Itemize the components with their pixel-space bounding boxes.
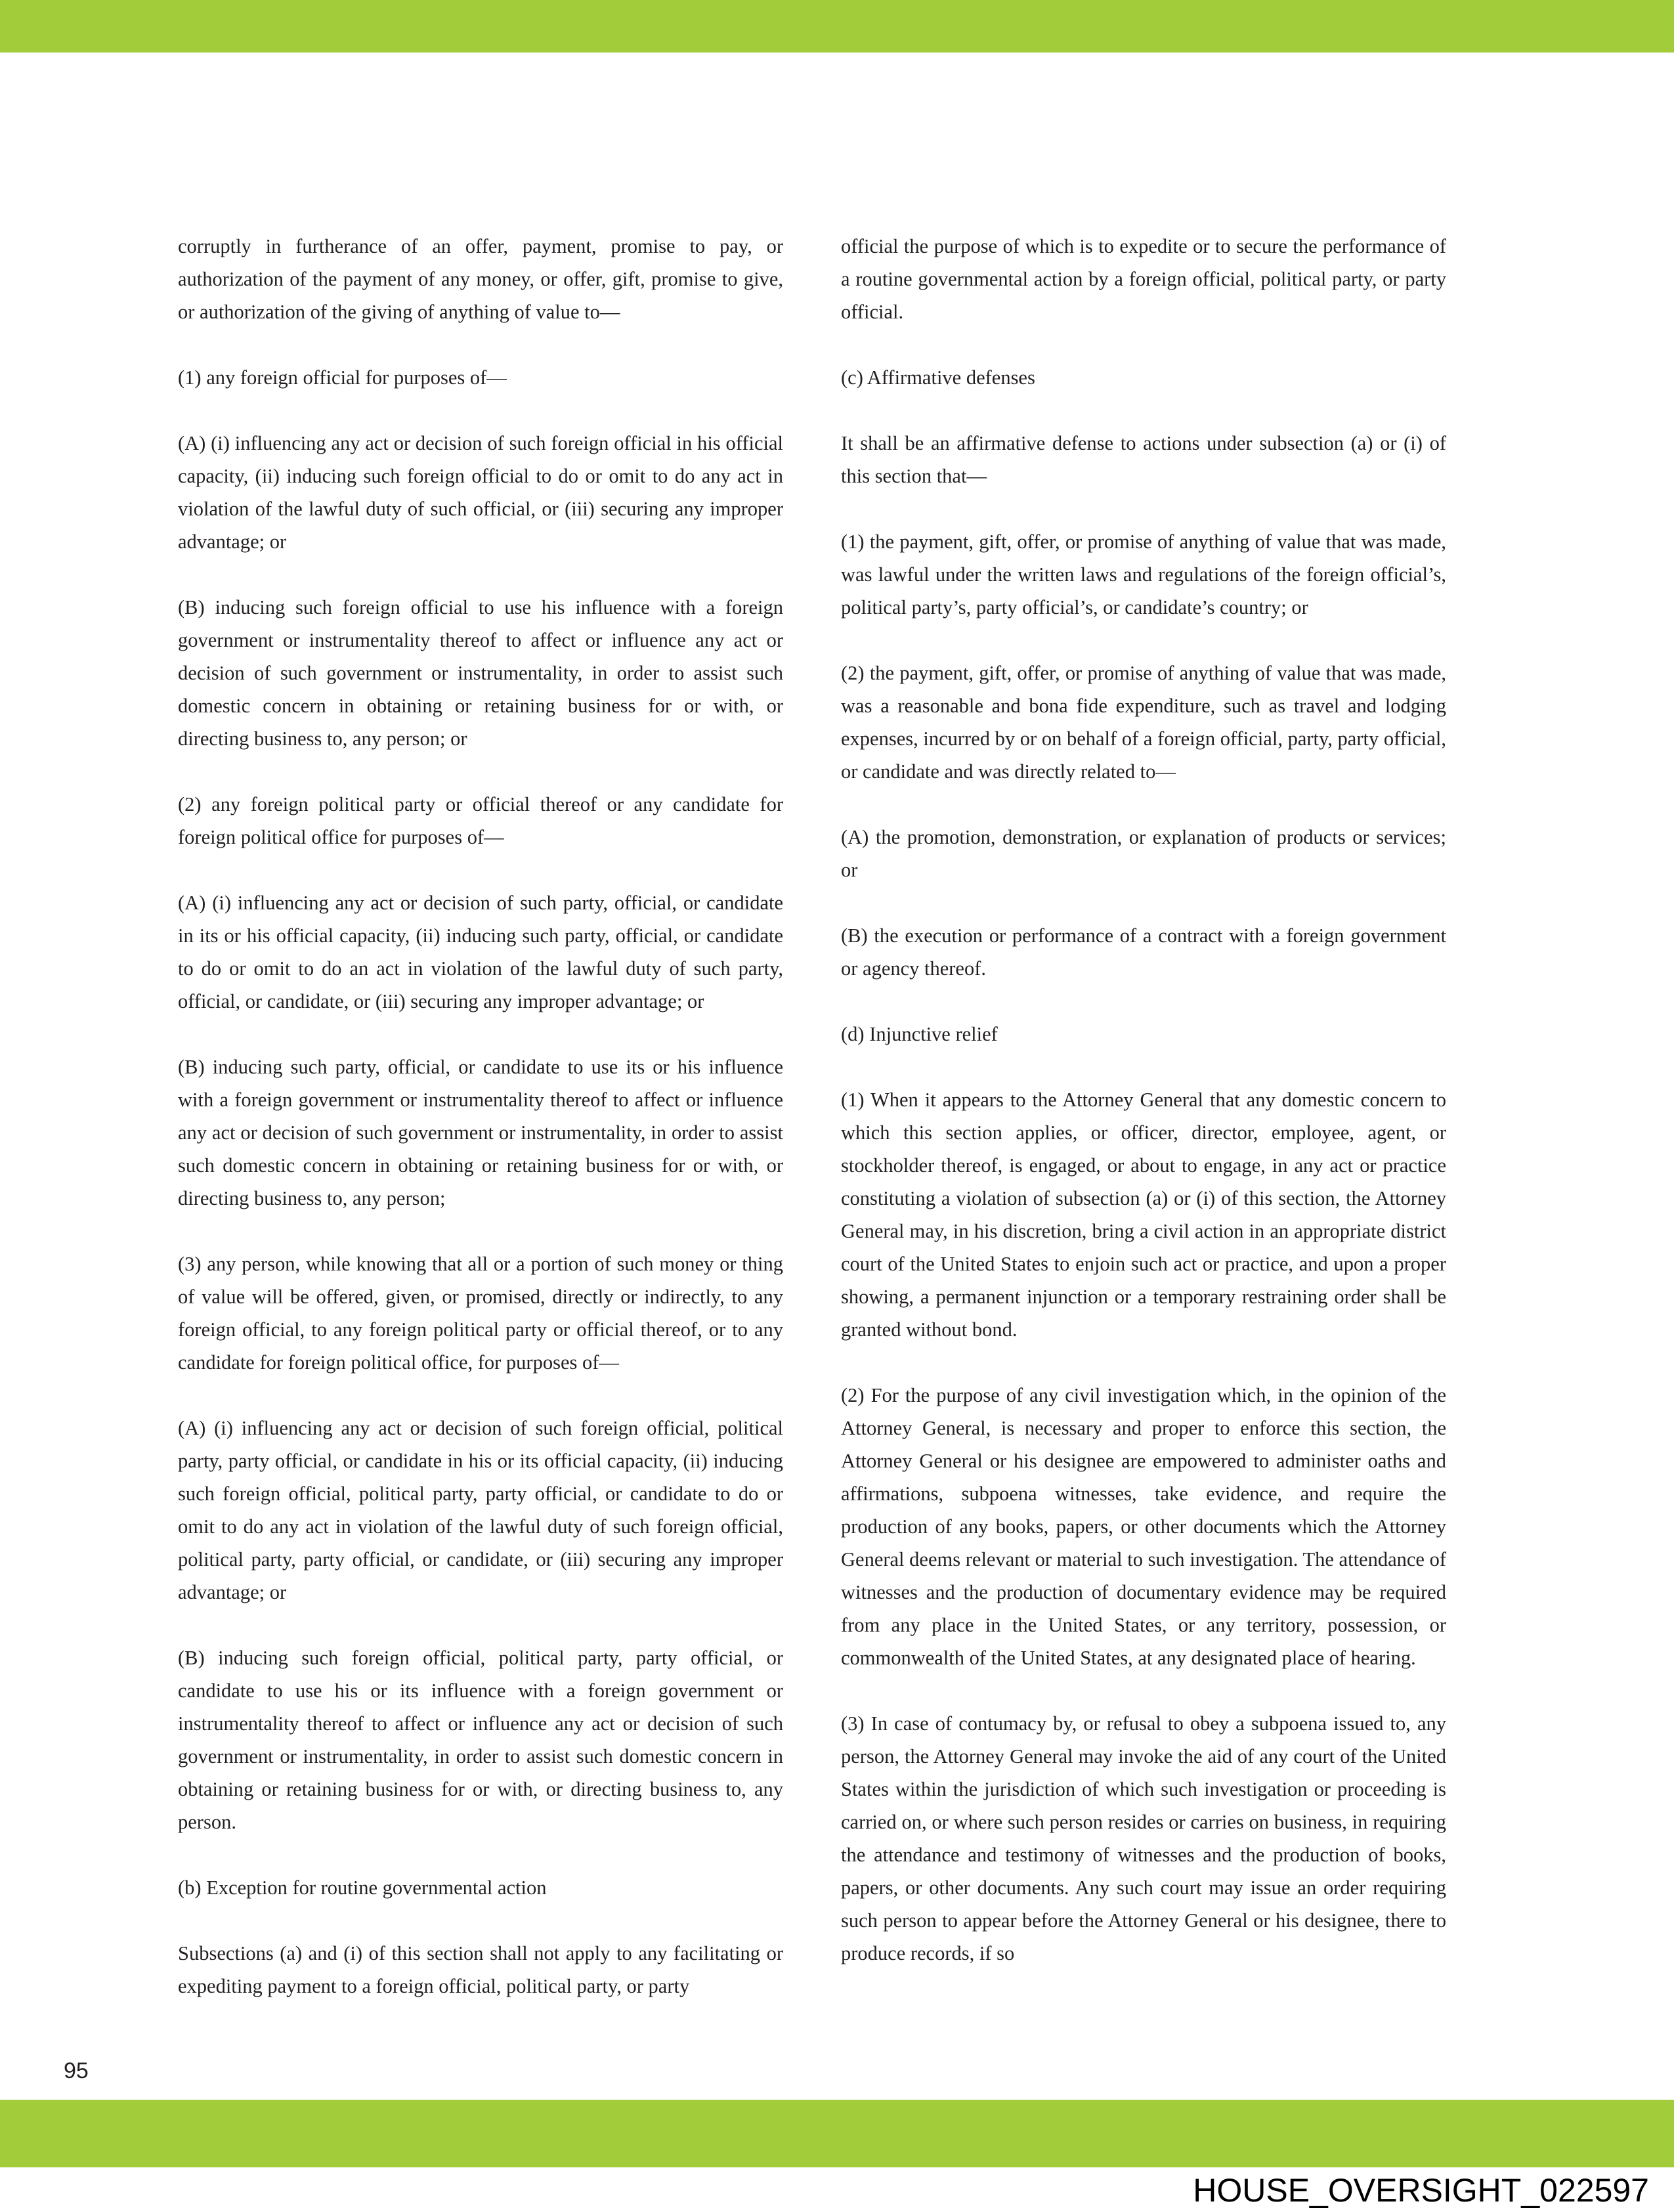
paragraph: (2) the payment, gift, offer, or promise of anything of value that was made, was a reasonable and bona fide expenditure, such as travel and lodging expenses, incurred by or on behalf of a foreign official, party, party official, or candidate and was directly related to—	[841, 662, 1446, 783]
paragraph: (B) inducing such foreign official, political party, party official, or candidate to use his or its influence with a foreign government or instrumentality thereof to affect or influence any act or decision of such government or instrumentality, in order to assist such domestic concern in obtaining or retaining business for or with, or directing business to, any person.	[178, 1647, 783, 1833]
paragraph: corruptly in furtherance of an offer, payment, promise to pay, or authorization of the payment of any money, or offer, gift, promise to give, or authorization of the giving of anything of value to—	[178, 235, 783, 323]
footer-accent-bar	[0, 2100, 1674, 2167]
paragraph: (A) the promotion, demonstration, or explanation of products or services; or	[841, 826, 1446, 881]
section-heading: (d) Injunctive relief	[841, 1023, 998, 1045]
paragraph: (A) (i) influencing any act or decision of such foreign official, political party, party official, or candidate in his or its official capacity, (ii) inducing such foreign official, political party, party official, or candidate to do or omit to do any act in violation of the lawful duty of such foreign official, political party, party official, or candidate, or (iii) securing any improper advantage; or	[178, 1417, 783, 1603]
paragraph: It shall be an affirmative defense to actions under subsection (a) or (i) of this section that—	[841, 432, 1446, 487]
page-number: 95	[64, 2058, 89, 2083]
paragraph: official the purpose of which is to expedite or to secure the performance of a routine governmental action by a foreign official, political party, or party official.	[841, 235, 1446, 323]
paragraph: (2) For the purpose of any civil investigation which, in the opinion of the Attorney General, is necessary and proper to enforce this section, the Attorney General or his designee are empowered to administer oaths and affirmations, subpoena witnesses, take evidence, and require the production of any books, papers, or other documents which the Attorney General deems relevant or material to such investigation. The attendance of witnesses and the production of documentary evidence may be required from any place in the United States, or any territory, possession, or commonwealth of the United States, at any designated place of hearing.	[841, 1384, 1446, 1669]
bates-stamp: HOUSE_OVERSIGHT_022597	[1193, 2172, 1649, 2209]
section-heading: (c) Affirmative defenses	[841, 366, 1035, 389]
paragraph: (B) inducing such party, official, or candidate to use its or his influence with a foreign government or instrumentality thereof to affect or influence any act or decision of such government or instrumentality, in order to assist such domestic concern in obtaining or retaining business for or with, or directing business to, any person;	[178, 1056, 783, 1209]
paragraph: (3) In case of contumacy by, or refusal to obey a subpoena issued to, any person, the Attorney General may invoke the aid of any court of the United States within the jurisdiction of which such investigation or proceeding is carried on, or where such person resides or carries on business, in requiring the attendance and testimony of witnesses and the production of books, papers, or other documents. Any such court may issue an order requiring such person to appear before the Attorney General or his designee, there to produce records, if so	[841, 1712, 1446, 1964]
paragraph: (1) any foreign official for purposes of—	[178, 366, 507, 389]
paragraph: (2) any foreign political party or official thereof or any candidate for foreign political office for purposes of—	[178, 793, 783, 848]
section-heading: (b) Exception for routine governmental action	[178, 1876, 547, 1899]
left-text-column	[178, 230, 783, 2035]
paragraph: (A) (i) influencing any act or decision of such party, official, or candidate in its or his official capacity, (ii) inducing such party, official, or candidate to do or omit to do an act in violation of the lawful duty of such party, official, or candidate, or (iii) securing any improper advantage; or	[178, 892, 783, 1012]
paragraph: Subsections (a) and (i) of this section shall not apply to any facilitating or expediting payment to a foreign official, political party, or party	[178, 1942, 783, 1997]
paragraph: (B) the execution or performance of a contract with a foreign government or agency thereof.	[841, 924, 1446, 980]
paragraph: (1) When it appears to the Attorney General that any domestic concern to which this section applies, or officer, director, employee, agent, or stockholder thereof, is engaged, or about to engage, in any act or practice constituting a violation of subsection (a) or (i) of this section, the Attorney General may, in his discretion, bring a civil action in an appropriate district court of the United States to enjoin such act or practice, and upon a proper showing, a permanent injunction or a temporary restraining order shall be granted without bond.	[841, 1089, 1446, 1341]
paragraph: (1) the payment, gift, offer, or promise of anything of value that was made, was lawful under the written laws and regulations of the foreign official’s, political party’s, party official’s, or candidate’s country; or	[841, 531, 1446, 618]
right-text-column	[841, 230, 1446, 2003]
paragraph: (3) any person, while knowing that all or a portion of such money or thing of value will be offered, given, or promised, directly or indirectly, to any foreign official, to any foreign political party or official thereof, or to any candidate for foreign political office, for purposes of—	[178, 1253, 783, 1374]
paragraph: (B) inducing such foreign official to use his influence with a foreign government or instrumentality thereof to affect or influence any act or decision of such government or instrumentality, in order to assist such domestic concern in obtaining or retaining business for or with, or directing business to, any person; or	[178, 596, 783, 750]
header-accent-bar	[0, 0, 1674, 53]
paragraph: (A) (i) influencing any act or decision of such foreign official in his official capacity, (ii) inducing such foreign official to do or omit to do any act in violation of the lawful duty of such official, or (iii) securing any improper advantage; or	[178, 432, 783, 553]
